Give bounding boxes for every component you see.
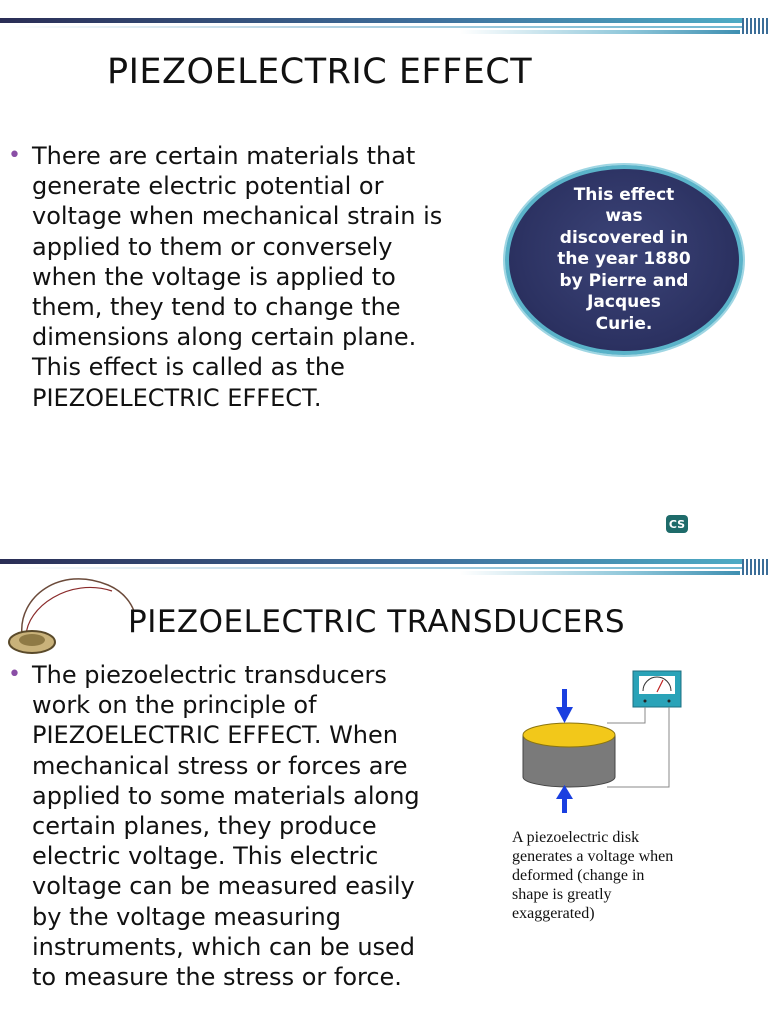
slide-header-decoration — [0, 18, 768, 38]
caption-line: A piezoelectric disk — [512, 829, 640, 846]
figure-caption — [512, 828, 752, 923]
text-line: by the voltage measuring — [32, 902, 341, 931]
callout-line: discovered in — [559, 227, 689, 248]
callout-line: by Pierre and — [559, 270, 689, 291]
text-line: voltage can be measured easily — [32, 872, 415, 901]
text-line: certain planes, they produce — [32, 812, 377, 841]
callout-line: Curie. — [595, 313, 653, 334]
text-line: PIEZOELECTRIC EFFECT. When — [32, 721, 398, 750]
text-line: This effect is called as the — [32, 353, 345, 382]
text-line: PIEZOELECTRIC EFFECT. — [32, 383, 322, 412]
piezo-buzzer-icon — [0, 567, 140, 657]
callout-line: the year 1880 — [557, 249, 691, 270]
slide-title: PIEZOELECTRIC EFFECT — [107, 52, 533, 92]
bullet-dot-icon: • — [8, 143, 21, 168]
callout-line: This effect — [573, 184, 675, 205]
caption-line: generates a voltage when — [512, 848, 674, 865]
slide-piezoelectric-transducers — [0, 545, 768, 1024]
camscanner-logo-icon: CS — [666, 515, 688, 533]
caption-line: deformed (change in — [512, 867, 645, 884]
text-line: electric voltage. This electric — [32, 842, 379, 871]
text-line: them, they tend to change the — [32, 293, 401, 322]
text-line: applied to them or conversely — [32, 232, 393, 261]
caption-line: exaggerated) — [512, 905, 595, 922]
slide-title: PIEZOELECTRIC TRANSDUCERS — [128, 604, 626, 640]
text-line: work on the principle of — [32, 691, 317, 720]
text-line: instruments, which can be used — [32, 932, 416, 961]
text-line: to measure the stress or force. — [32, 963, 402, 992]
text-line: dimensions along certain plane. — [32, 323, 417, 352]
piezo-disk-diagram — [515, 665, 695, 815]
text-line: applied to some materials along — [32, 781, 420, 810]
callout-line: was — [605, 206, 643, 227]
caption-line: shape is greatly — [512, 886, 612, 903]
text-line: The piezoelectric transducers — [32, 661, 387, 689]
text-line: when the voltage is applied to — [32, 262, 396, 291]
bullet-paragraph — [8, 660, 482, 992]
callout-line: Jacques — [587, 292, 661, 313]
callout-circle — [505, 165, 743, 355]
text-line: There are certain materials that — [32, 142, 416, 170]
bullet-dot-icon: • — [8, 662, 21, 687]
text-line: mechanical stress or forces are — [32, 751, 408, 780]
text-line: generate electric potential or — [32, 172, 384, 201]
bullet-paragraph — [8, 141, 502, 413]
text-line: voltage when mechanical strain is — [32, 202, 443, 231]
